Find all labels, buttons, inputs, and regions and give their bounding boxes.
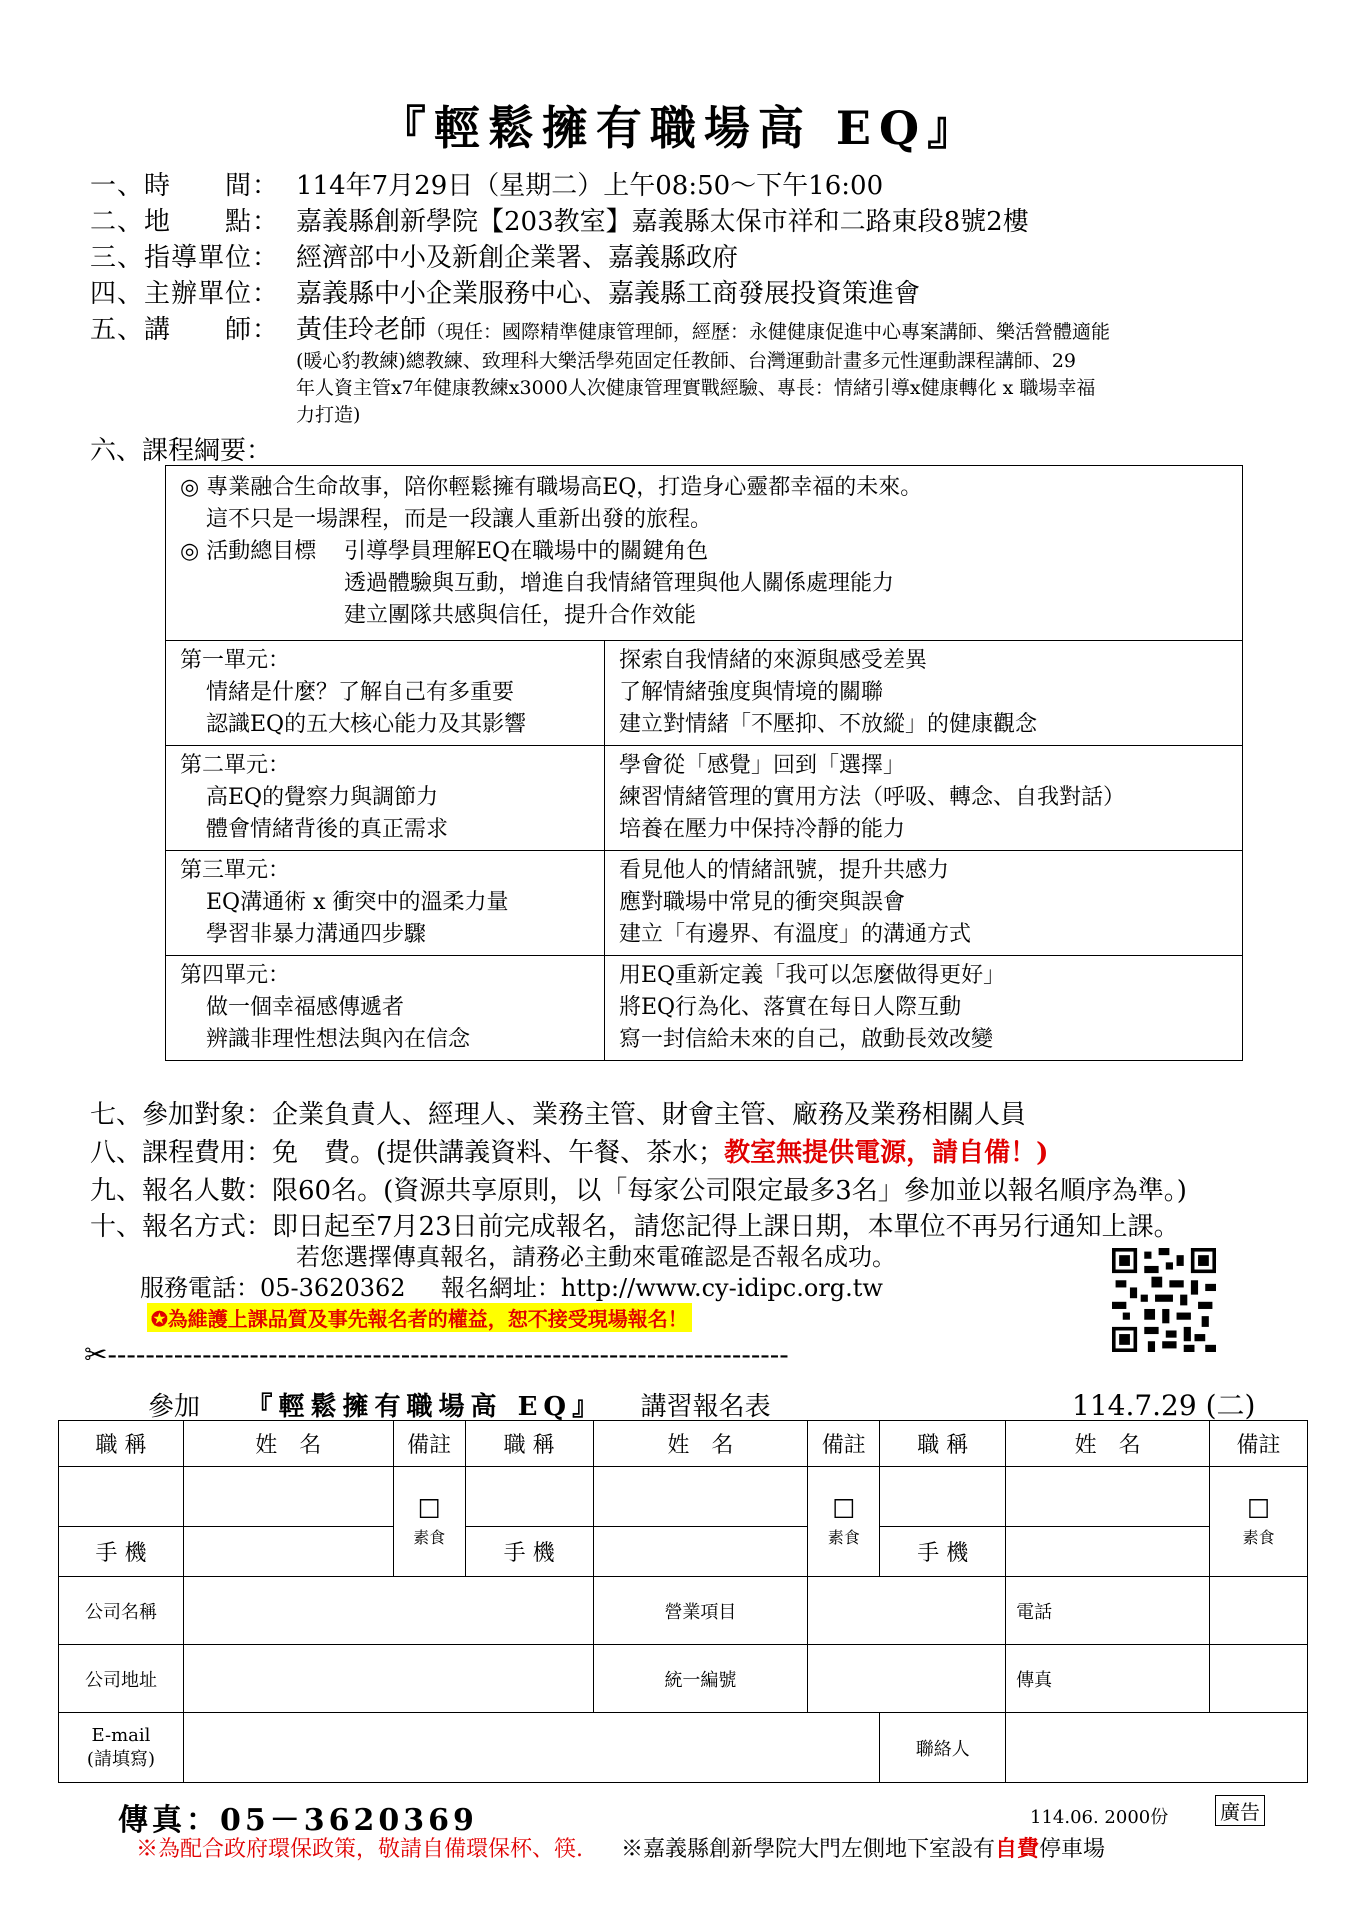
veg-checkbox[interactable]: ☐ <box>832 1495 856 1525</box>
goal-item: 透過體驗與互動，增進自我情緒管理與他人關係處理能力 <box>344 571 895 596</box>
fax-label: 傳真 <box>1006 1645 1210 1713</box>
veg-label: 素食 <box>1242 1528 1275 1547</box>
goal-item: 建立團隊共感與信任，提升合作效能 <box>344 603 697 628</box>
ad-badge: 廣告 <box>1215 1795 1265 1826</box>
speaker-name: 黃佳玲老師 <box>296 315 427 345</box>
form-prefix: 參加 <box>148 1392 201 1422</box>
phone-number: 05-3620362 <box>260 1274 406 1302</box>
info-value: 114年7月29日（星期二）上午08:50～下午16:00 <box>296 171 884 201</box>
unit-point: 探索自我情緒的來源與感受差異 <box>619 648 928 673</box>
address-field[interactable] <box>183 1645 593 1713</box>
mobile-field[interactable] <box>593 1527 808 1577</box>
info-label: 九、報名人數： <box>90 1176 273 1206</box>
form-title <box>148 1386 771 1423</box>
unit-title: 第三單元： <box>180 858 291 883</box>
goal-label: 活動總目標 <box>206 539 317 564</box>
unit-row <box>166 746 1243 851</box>
info-value: 限60名。(資源共享原則，以「每家公司限定最多3名」參加並以報名順序為準。) <box>272 1176 1187 1206</box>
info-organizer <box>90 276 1290 312</box>
name-field[interactable] <box>593 1467 808 1527</box>
form-email-row <box>59 1713 1308 1783</box>
veg-checkbox[interactable]: ☐ <box>417 1495 441 1525</box>
contact-line <box>140 1268 883 1303</box>
unit-row <box>166 851 1243 956</box>
col-name: 姓 名 <box>183 1421 393 1467</box>
mobile-label: 手 機 <box>880 1527 1006 1577</box>
unit-topic: 體會情緒背後的真正需求 <box>206 817 449 842</box>
speaker-note: （現任：國際精準健康管理師，經歷：永健健康促進中心專案講師、樂活營體適能 <box>426 321 1111 343</box>
unit-row <box>166 956 1243 1061</box>
parking-paid: 自費 <box>995 1836 1040 1862</box>
unit-point: 寫一封信給未來的自己，啟動長效改變 <box>619 1027 994 1052</box>
unit-point: 應對職場中常見的衝突與誤會 <box>619 890 906 915</box>
form-suffix: 講習報名表 <box>640 1392 771 1422</box>
speaker-note-line: 力打造) <box>296 404 361 426</box>
unit-point: 用EQ重新定義「我可以怎麼做得更好」 <box>619 963 1006 988</box>
notice-banner: ✪為維護上課品質及事先報名者的權益，恕不接受現場報名！ <box>147 1303 692 1332</box>
veg-label: 素食 <box>827 1528 860 1547</box>
fax-field[interactable] <box>1210 1645 1308 1713</box>
quota-row <box>90 1172 1310 1210</box>
col-title: 職 稱 <box>880 1421 1006 1467</box>
unit-point: 建立對情緒「不壓抑、不放縱」的健康觀念 <box>619 712 1038 737</box>
web-link[interactable]: http://www.cy-idipc.org.tw <box>560 1274 883 1302</box>
unit-topic: EQ溝通術 x 衝突中的溫柔力量 <box>206 890 509 915</box>
title-field[interactable] <box>880 1467 1006 1527</box>
info-guidance <box>90 240 1290 276</box>
email-label-cell <box>59 1713 184 1783</box>
speaker-note-cont <box>296 348 1286 429</box>
outline-intro <box>166 466 1243 641</box>
company-name-label: 公司名稱 <box>59 1577 184 1645</box>
email-field[interactable] <box>183 1713 879 1783</box>
target-icon: ◎ <box>180 539 207 564</box>
target-icon: ◎ <box>180 475 207 500</box>
mobile-label: 手 機 <box>465 1527 593 1577</box>
power-warning: 教室無提供電源，請自備！) <box>724 1138 1049 1168</box>
registration-form <box>58 1420 1308 1783</box>
company-name-field[interactable] <box>183 1577 593 1645</box>
footer-notes <box>136 1832 1105 1863</box>
name-field[interactable] <box>183 1467 393 1527</box>
col-note: 備註 <box>1210 1421 1308 1467</box>
eco-note: ※為配合政府環保政策，敬請自備環保杯、筷. <box>136 1837 583 1862</box>
form-date: 114.7.29 (二) <box>1072 1389 1256 1422</box>
unit-title: 第二單元： <box>180 753 291 778</box>
info-value: 即日起至7月23日前完成報名，請您記得上課日期，本單位不再另行通知上課。 <box>272 1212 1180 1242</box>
attendees-row <box>90 1096 1310 1134</box>
title-field[interactable] <box>465 1467 593 1527</box>
veg-cell <box>1210 1467 1308 1577</box>
form-course-name: 『輕鬆擁有職場高 EQ』 <box>246 1392 605 1422</box>
speaker-note-line: 年人資主管x7年健康教練x3000人次健康管理實戰經驗、專長：情緒引導x健康轉化 x 職場幸福 <box>296 377 1096 399</box>
tel-label: 電話 <box>1006 1577 1210 1645</box>
info-label: 七、參加對象： <box>90 1100 273 1130</box>
info-value: 嘉義縣創新學院【203教室】嘉義縣太保市祥和二路東段8號2樓 <box>296 207 1029 237</box>
print-info: 114.06. 2000份 <box>1030 1807 1169 1828</box>
unit-title: 第一單元： <box>180 648 291 673</box>
unit-point: 將EQ行為化、落實在每日人際互動 <box>619 995 962 1020</box>
col-title: 職 稱 <box>465 1421 593 1467</box>
outline-label: 六、課程綱要： <box>90 436 273 466</box>
col-name: 姓 名 <box>1006 1421 1210 1467</box>
address-label: 公司地址 <box>59 1645 184 1713</box>
qr-code-icon[interactable] <box>1112 1248 1216 1352</box>
method-row-2: 若您選擇傳真報名，請務必主動來電確認是否報名成功。 <box>296 1243 896 1271</box>
veg-cell <box>808 1467 880 1577</box>
page-title: 『輕鬆擁有職場高 EQ』 <box>379 101 982 155</box>
cut-line: ✂------------------------------------------------------------------------ <box>84 1338 789 1371</box>
info-label: 十、報名方式： <box>90 1212 273 1242</box>
col-note: 備註 <box>808 1421 880 1467</box>
veg-checkbox[interactable]: ☐ <box>1246 1495 1271 1525</box>
goal-item: 引導學員理解EQ在職場中的關鍵角色 <box>344 539 709 564</box>
veg-cell <box>393 1467 465 1577</box>
unit-topic: 高EQ的覺察力與調節力 <box>206 785 439 810</box>
unit-topic: 做一個幸福感傳遞者 <box>206 995 405 1020</box>
parking-suffix: 停車場 <box>1039 1837 1106 1862</box>
contact-person-field[interactable] <box>1006 1713 1308 1783</box>
info-label: 三、指導單位： <box>90 243 280 273</box>
info-time <box>90 168 1290 204</box>
col-title: 職 稱 <box>59 1421 184 1467</box>
unit-point: 了解情緒強度與情境的關聯 <box>619 680 884 705</box>
unit-point: 學會從「感覺」回到「選擇」 <box>619 753 906 778</box>
unit-topic: 認識EQ的五大核心能力及其影響 <box>206 712 527 737</box>
info-value: 免 費。(提供講義資料、午餐、茶水； <box>272 1138 725 1168</box>
tel-field[interactable] <box>1210 1577 1308 1645</box>
business-label: 營業項目 <box>593 1577 808 1645</box>
course-outline-table <box>165 465 1243 1061</box>
parking-note: ※嘉義縣創新學院大門左側地下室設有 <box>621 1837 996 1862</box>
mobile-field[interactable] <box>1006 1527 1210 1577</box>
intro-line: 這不只是一場課程，而是一段讓人重新出發的旅程。 <box>206 507 713 532</box>
veg-label: 素食 <box>413 1528 446 1547</box>
title-field[interactable] <box>59 1467 184 1527</box>
unit-point: 建立「有邊界、有溫度」的溝通方式 <box>619 922 972 947</box>
col-name: 姓 名 <box>593 1421 808 1467</box>
email-label: E-mail <box>91 1724 151 1746</box>
intro-line: 專業融合生命故事，陪你輕鬆擁有職場高EQ，打造身心靈都幸福的未來。 <box>206 475 923 500</box>
unit-topic: 學習非暴力溝通四步驟 <box>206 922 427 947</box>
form-header-row <box>59 1421 1308 1467</box>
mobile-label: 手 機 <box>59 1527 184 1577</box>
speaker-note-line: (暖心豹教練)總教練、致理科大樂活學苑固定任教師、台灣運動計畫多元性運動課程講師、29 <box>296 350 1077 372</box>
info-place <box>90 204 1290 240</box>
info-speaker <box>90 312 1290 350</box>
form-address-row <box>59 1645 1308 1713</box>
info-value: 嘉義縣中小企業服務中心、嘉義縣工商發展投資策進會 <box>296 279 921 309</box>
info-label: 二、地 點： <box>90 207 280 237</box>
unit-row <box>166 641 1243 746</box>
unit-topic: 辨識非理性想法與內在信念 <box>206 1027 471 1052</box>
business-field[interactable] <box>808 1577 1006 1645</box>
scissors-icon: ✂ <box>84 1338 108 1371</box>
goal-block <box>180 536 1228 632</box>
info-label: 一、時 間： <box>90 171 280 201</box>
unit-topic: 情緒是什麼？了解自己有多重要 <box>206 680 515 705</box>
unit-point: 培養在壓力中保持冷靜的能力 <box>619 817 906 842</box>
tax-id-field[interactable] <box>808 1645 1006 1713</box>
form-mobile-row <box>59 1527 1308 1577</box>
web-label: 報名網址： <box>440 1274 561 1302</box>
info-label: 八、課程費用： <box>90 1138 273 1168</box>
phone-label: 服務電話： <box>140 1274 260 1302</box>
info-value: 經濟部中小及新創企業署、嘉義縣政府 <box>296 243 739 273</box>
name-field[interactable] <box>1006 1467 1210 1527</box>
unit-point: 練習情緒管理的實用方法（呼吸、轉念、自我對話） <box>619 785 1126 810</box>
form-entry-row <box>59 1467 1308 1527</box>
tax-id-label: 統一編號 <box>593 1645 808 1713</box>
fee-row <box>90 1134 1310 1172</box>
info-value: 企業負責人、經理人、業務主管、財會主管、廠務及業務相關人員 <box>272 1100 1027 1130</box>
unit-point: 看見他人的情緒訊號，提升共感力 <box>619 858 950 883</box>
mobile-field[interactable] <box>183 1527 393 1577</box>
email-note: (請填寫) <box>86 1748 155 1770</box>
fax-number: 傳真：05－3620369 <box>118 1803 478 1838</box>
info-label: 五、講 師： <box>90 315 280 345</box>
unit-title: 第四單元： <box>180 963 291 988</box>
form-company-row <box>59 1577 1308 1645</box>
col-note: 備註 <box>393 1421 465 1467</box>
info-label: 四、主辦單位： <box>90 279 280 309</box>
contact-person-label: 聯絡人 <box>880 1713 1006 1783</box>
